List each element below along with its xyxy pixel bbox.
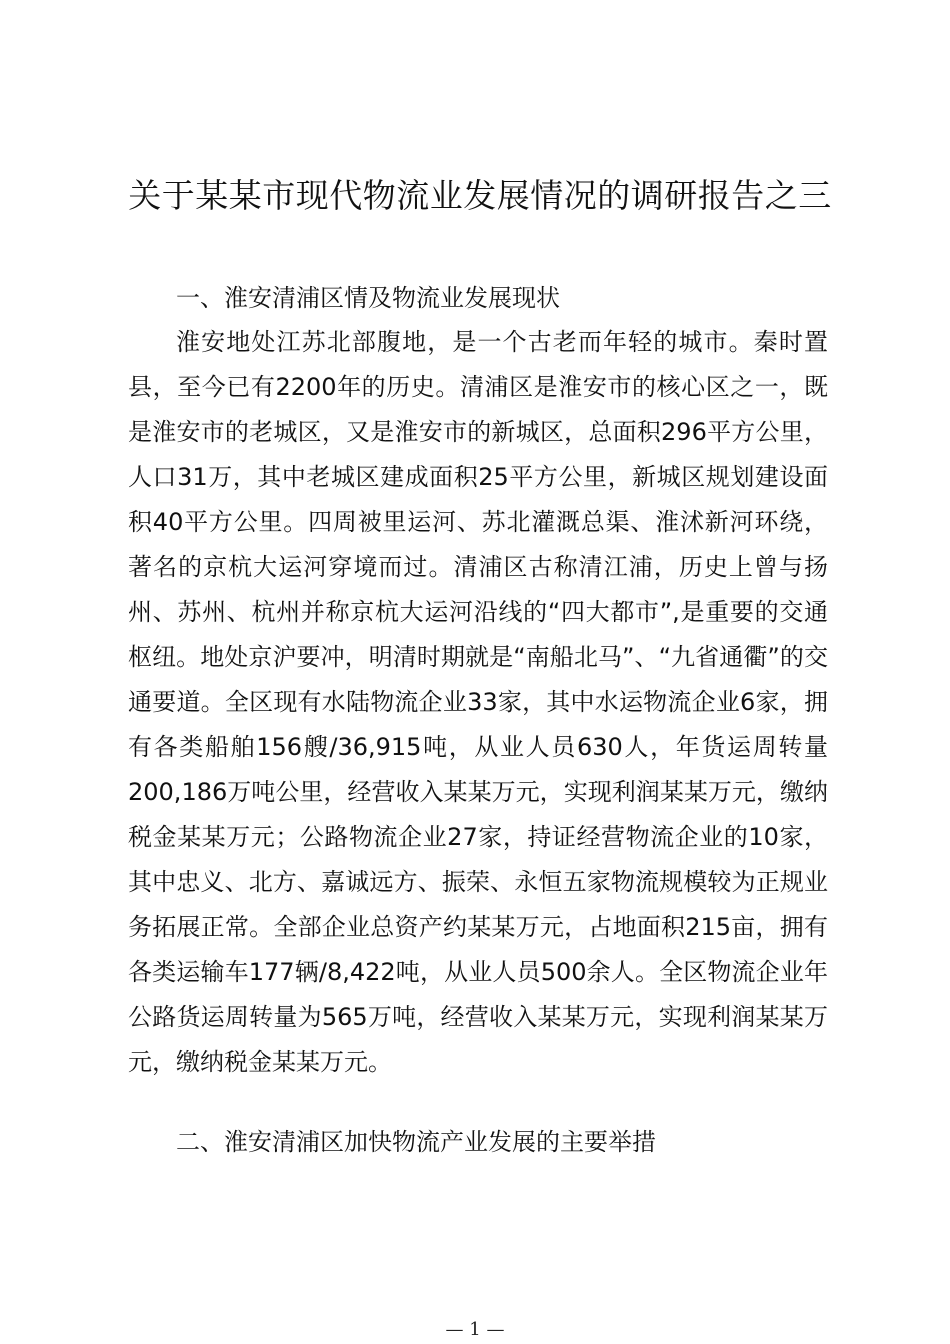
- section-heading-1: 一、淮安清浦区情及物流业发展现状: [176, 284, 560, 312]
- document-title: 关于某某市现代物流业发展情况的调研报告之三: [128, 176, 832, 215]
- section-heading-2: 二、淮安清浦区加快物流产业发展的主要举措: [176, 1128, 656, 1156]
- page-number: — 1 —: [445, 1319, 505, 1340]
- section-paragraph-1: 淮安地处江苏北部腹地，是一个古老而年轻的城市。秦时置县，至今已有2200年的历史。清浦区是淮安市的核心区之一，既是淮安市的老城区，又是淮安市的新城区，总面积296平方公里，人口31万，其中老城区建成面积25平方公里，新城区规划建设面积40平方公里。四周被里运河、苏北灌溉总渠、淮沭新河环绕，著名的京杭大运河穿境而过。清浦区古称清江浦，历史上曾与扬州、苏州、杭州并称京杭大运河沿线的“四大都市”,是重要的交通枢纽。地处京沪要冲，明清时期就是“南船北马”、“九省通衢”的交通要道。全区现有水陆物流企业33家，其中水运物流企业6家，拥有各类船舶156艘/36,915吨，从业人员630人，年货运周转量200,186万吨公里，经营收入某某万元，实现利润某某万元，缴纳税金某某万元；公路物流企业27家，持证经营物流企业的10家，其中忠义、北方、嘉诚远方、振荣、永恒五家物流规模较为正规业务拓展正常。全部企业总资产约某某万元，占地面积215亩，拥有各类运输车177辆/8,422吨，从业人员500余人。全区物流企业年公路货运周转量为565万吨，经营收入某某万元，实现利润某某万元，缴纳税金某某万元。: [128, 328, 828, 1076]
